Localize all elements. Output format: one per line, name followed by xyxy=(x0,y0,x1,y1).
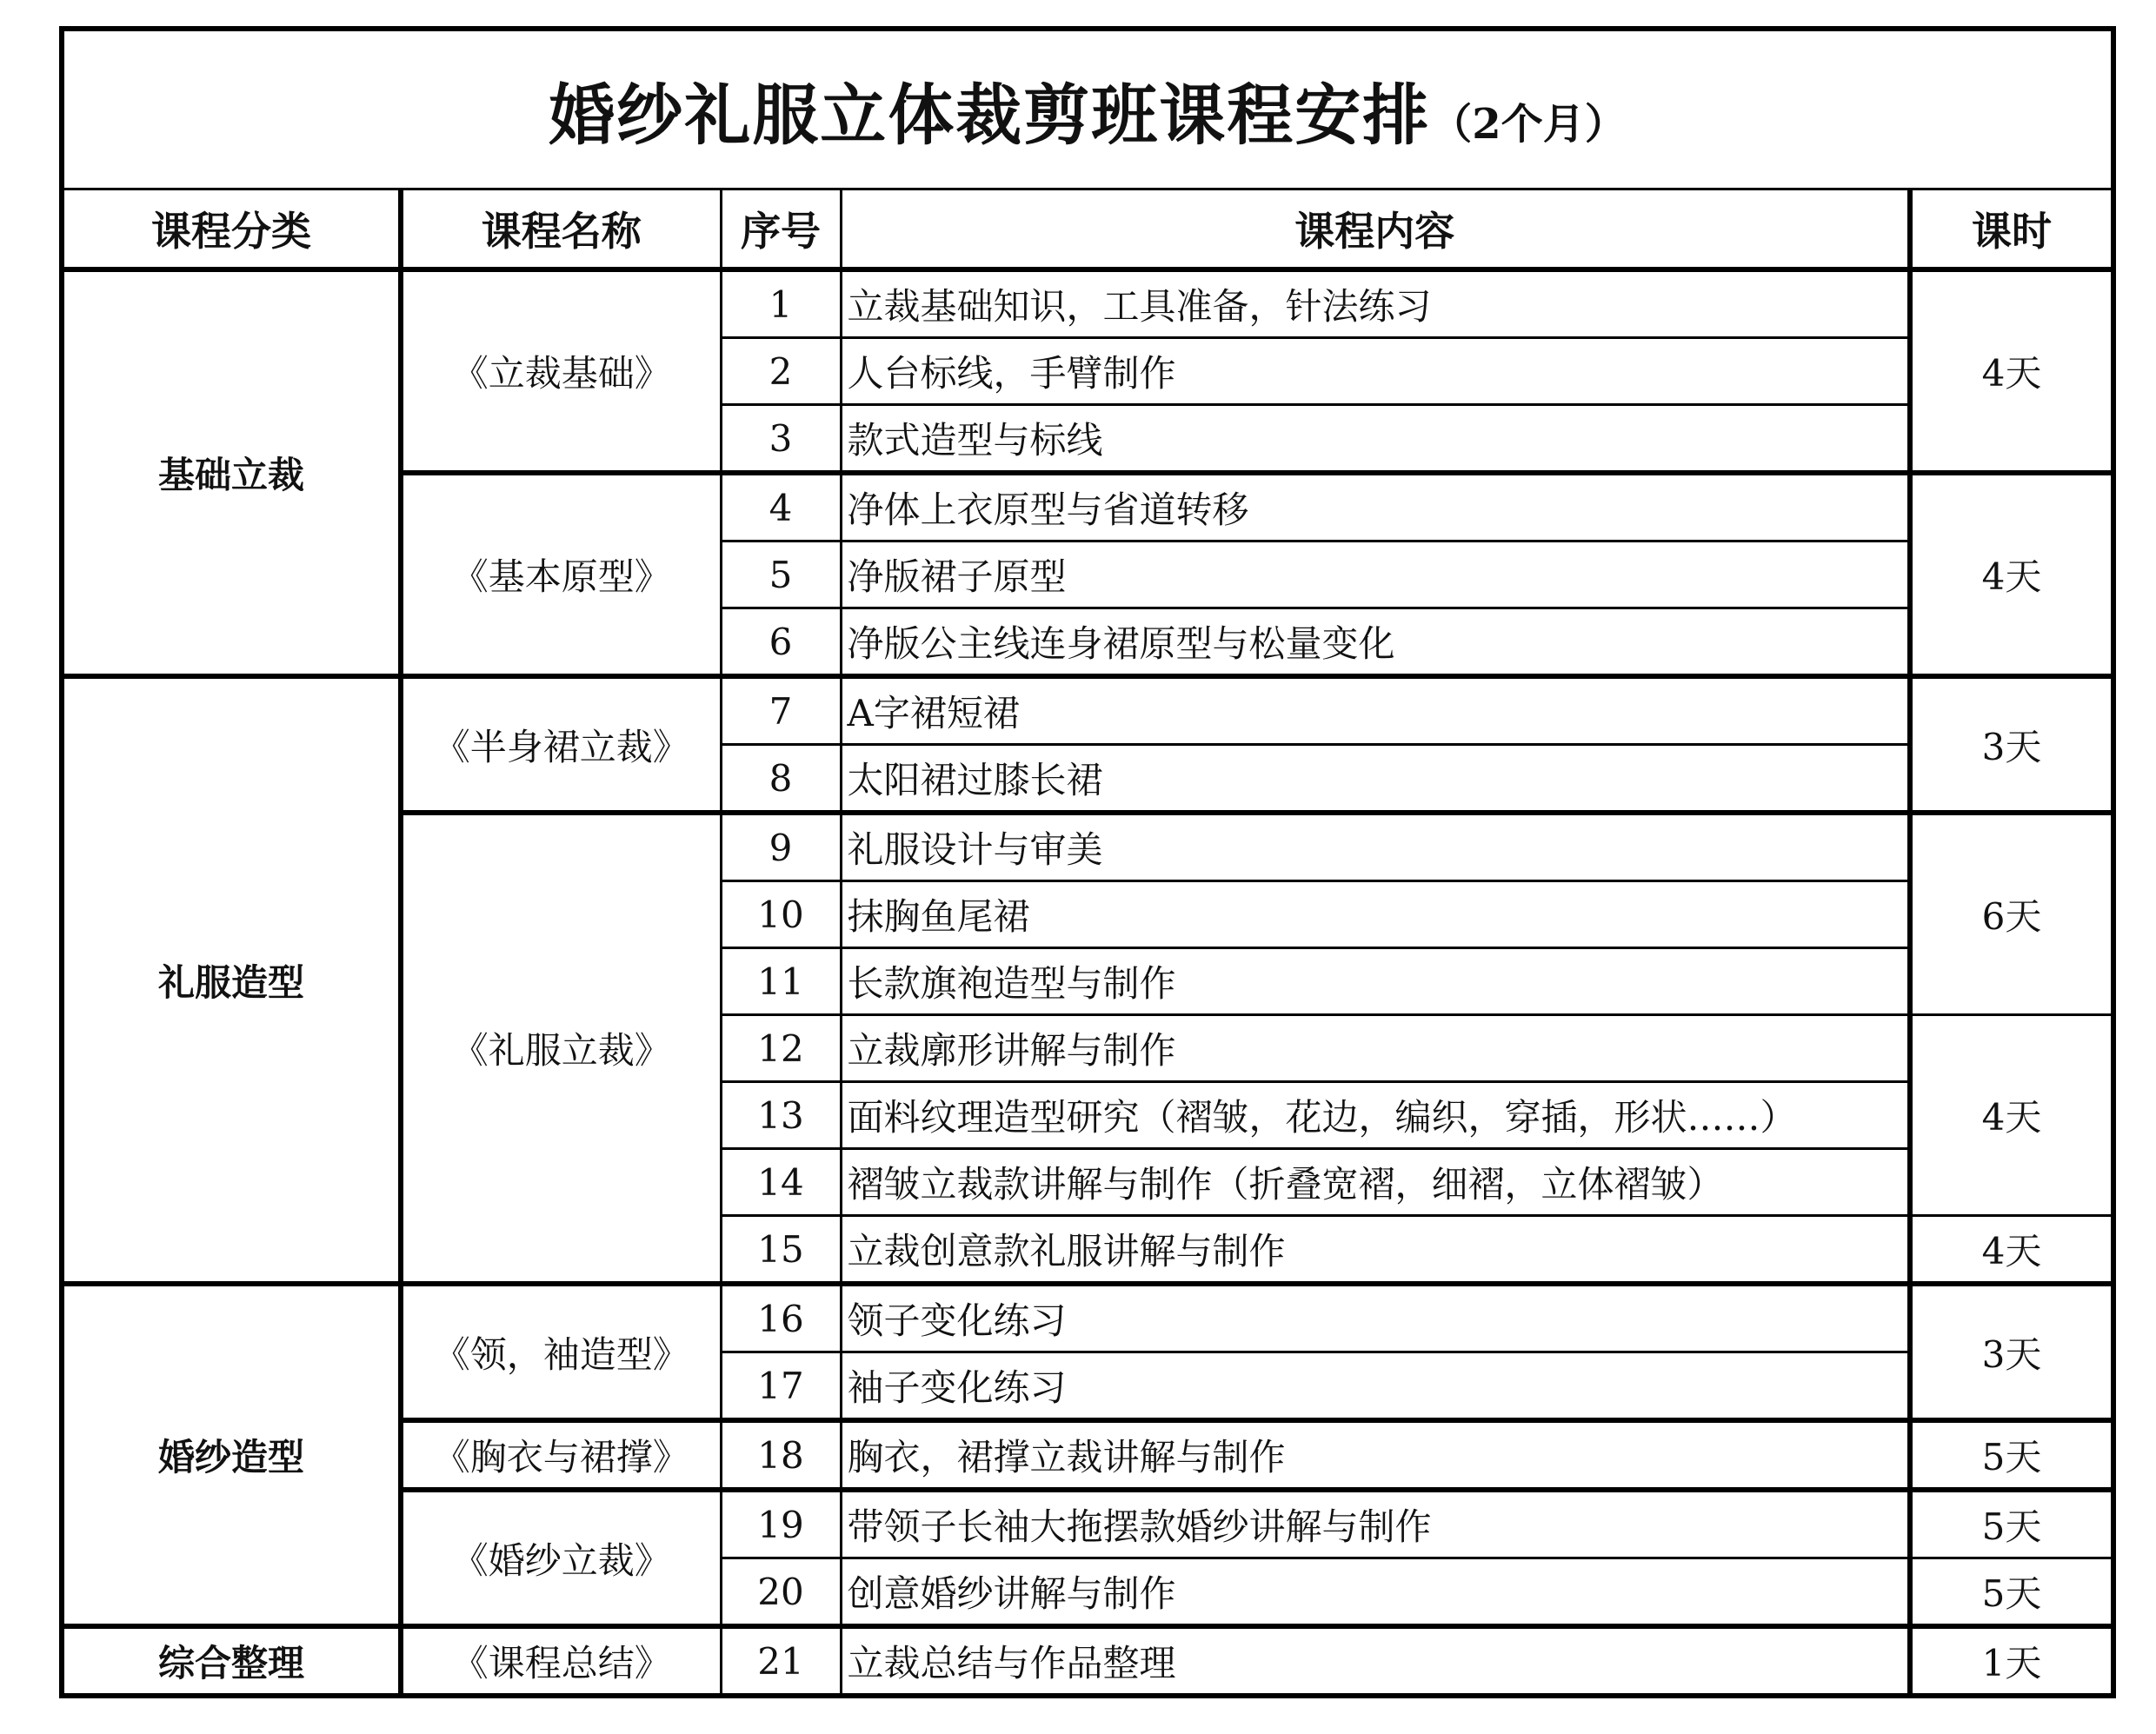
seq-cell: 9 xyxy=(721,813,841,881)
seq-cell: 4 xyxy=(721,473,841,541)
hours-cell: 3天 xyxy=(1910,676,2113,813)
content-cell: 创意婚纱讲解与制作 xyxy=(841,1558,1910,1627)
header-hours: 课时 xyxy=(1910,189,2113,270)
seq-cell: 16 xyxy=(721,1284,841,1352)
content-cell: 礼服设计与审美 xyxy=(841,813,1910,881)
hours-cell: 4天 xyxy=(1910,473,2113,676)
content-cell: 净版公主线连身裙原型与松量变化 xyxy=(841,608,1910,677)
content-cell: 立裁廓形讲解与制作 xyxy=(841,1015,1910,1082)
course-schedule-sheet xyxy=(59,26,2111,1698)
content-cell: 立裁总结与作品整理 xyxy=(841,1626,1910,1696)
page-title: 婚纱礼服立体裁剪班课程安排 xyxy=(549,76,1431,154)
seq-cell: 2 xyxy=(721,338,841,405)
seq-cell: 6 xyxy=(721,608,841,677)
content-cell: 抹胸鱼尾裙 xyxy=(841,881,1910,948)
content-cell: 太阳裙过膝长裙 xyxy=(841,745,1910,814)
header-content: 课程内容 xyxy=(841,189,1910,270)
course-name-cell: 《立裁基础》 xyxy=(401,269,721,473)
header-name: 课程名称 xyxy=(401,189,721,270)
hours-cell: 4天 xyxy=(1910,1216,2113,1285)
table-row xyxy=(62,676,2113,745)
category-cell: 综合整理 xyxy=(62,1626,401,1696)
seq-cell: 1 xyxy=(721,269,841,338)
content-cell: 款式造型与标线 xyxy=(841,405,1910,474)
content-cell: 带领子长袖大拖摆款婚纱讲解与制作 xyxy=(841,1490,1910,1558)
seq-cell: 19 xyxy=(721,1490,841,1558)
content-cell: 净版裙子原型 xyxy=(841,541,1910,608)
seq-cell: 3 xyxy=(721,405,841,474)
header-seq: 序号 xyxy=(721,189,841,270)
page-subtitle: （2个月） xyxy=(1430,99,1627,149)
hours-cell: 5天 xyxy=(1910,1558,2113,1627)
seq-cell: 7 xyxy=(721,676,841,745)
seq-cell: 10 xyxy=(721,881,841,948)
course-name-cell: 《基本原型》 xyxy=(401,473,721,676)
course-name-cell: 《半身裙立裁》 xyxy=(401,676,721,813)
category-cell: 基础立裁 xyxy=(62,269,401,676)
seq-cell: 5 xyxy=(721,541,841,608)
table-row xyxy=(62,1284,2113,1352)
header-category: 课程分类 xyxy=(62,189,401,270)
seq-cell: 20 xyxy=(721,1558,841,1627)
content-cell: A字裙短裙 xyxy=(841,676,1910,745)
seq-cell: 17 xyxy=(721,1352,841,1421)
content-cell: 立裁创意款礼服讲解与制作 xyxy=(841,1216,1910,1285)
seq-cell: 12 xyxy=(721,1015,841,1082)
course-name-cell: 《礼服立裁》 xyxy=(401,813,721,1284)
content-cell: 人台标线，手臂制作 xyxy=(841,338,1910,405)
seq-cell: 21 xyxy=(721,1626,841,1696)
seq-cell: 13 xyxy=(721,1082,841,1149)
title-cell xyxy=(62,29,2113,189)
table-row xyxy=(62,1626,2113,1696)
hours-cell: 3天 xyxy=(1910,1284,2113,1420)
content-cell: 面料纹理造型研究（褶皱，花边，编织，穿插，形状……） xyxy=(841,1082,1910,1149)
course-name-cell: 《胸衣与裙撑》 xyxy=(401,1420,721,1490)
course-name-cell: 《领，袖造型》 xyxy=(401,1284,721,1420)
course-name-cell: 《婚纱立裁》 xyxy=(401,1490,721,1626)
content-cell: 领子变化练习 xyxy=(841,1284,1910,1352)
hours-cell: 6天 xyxy=(1910,813,2113,1015)
content-cell: 褶皱立裁款讲解与制作（折叠宽褶，细褶，立体褶皱） xyxy=(841,1149,1910,1216)
header-row xyxy=(62,189,2113,270)
course-name-cell: 《课程总结》 xyxy=(401,1626,721,1696)
content-cell: 立裁基础知识，工具准备，针法练习 xyxy=(841,269,1910,338)
seq-cell: 14 xyxy=(721,1149,841,1216)
seq-cell: 11 xyxy=(721,948,841,1015)
content-cell: 净体上衣原型与省道转移 xyxy=(841,473,1910,541)
table-row xyxy=(62,269,2113,338)
seq-cell: 15 xyxy=(721,1216,841,1285)
content-cell: 胸衣，裙撑立裁讲解与制作 xyxy=(841,1420,1910,1490)
hours-cell: 4天 xyxy=(1910,1015,2113,1216)
content-cell: 长款旗袍造型与制作 xyxy=(841,948,1910,1015)
hours-cell: 1天 xyxy=(1910,1626,2113,1696)
hours-cell: 4天 xyxy=(1910,269,2113,473)
category-cell: 婚纱造型 xyxy=(62,1284,401,1626)
content-cell: 袖子变化练习 xyxy=(841,1352,1910,1421)
seq-cell: 8 xyxy=(721,745,841,814)
course-table xyxy=(59,26,2116,1698)
hours-cell: 5天 xyxy=(1910,1420,2113,1490)
category-cell: 礼服造型 xyxy=(62,676,401,1284)
seq-cell: 18 xyxy=(721,1420,841,1490)
hours-cell: 5天 xyxy=(1910,1490,2113,1558)
